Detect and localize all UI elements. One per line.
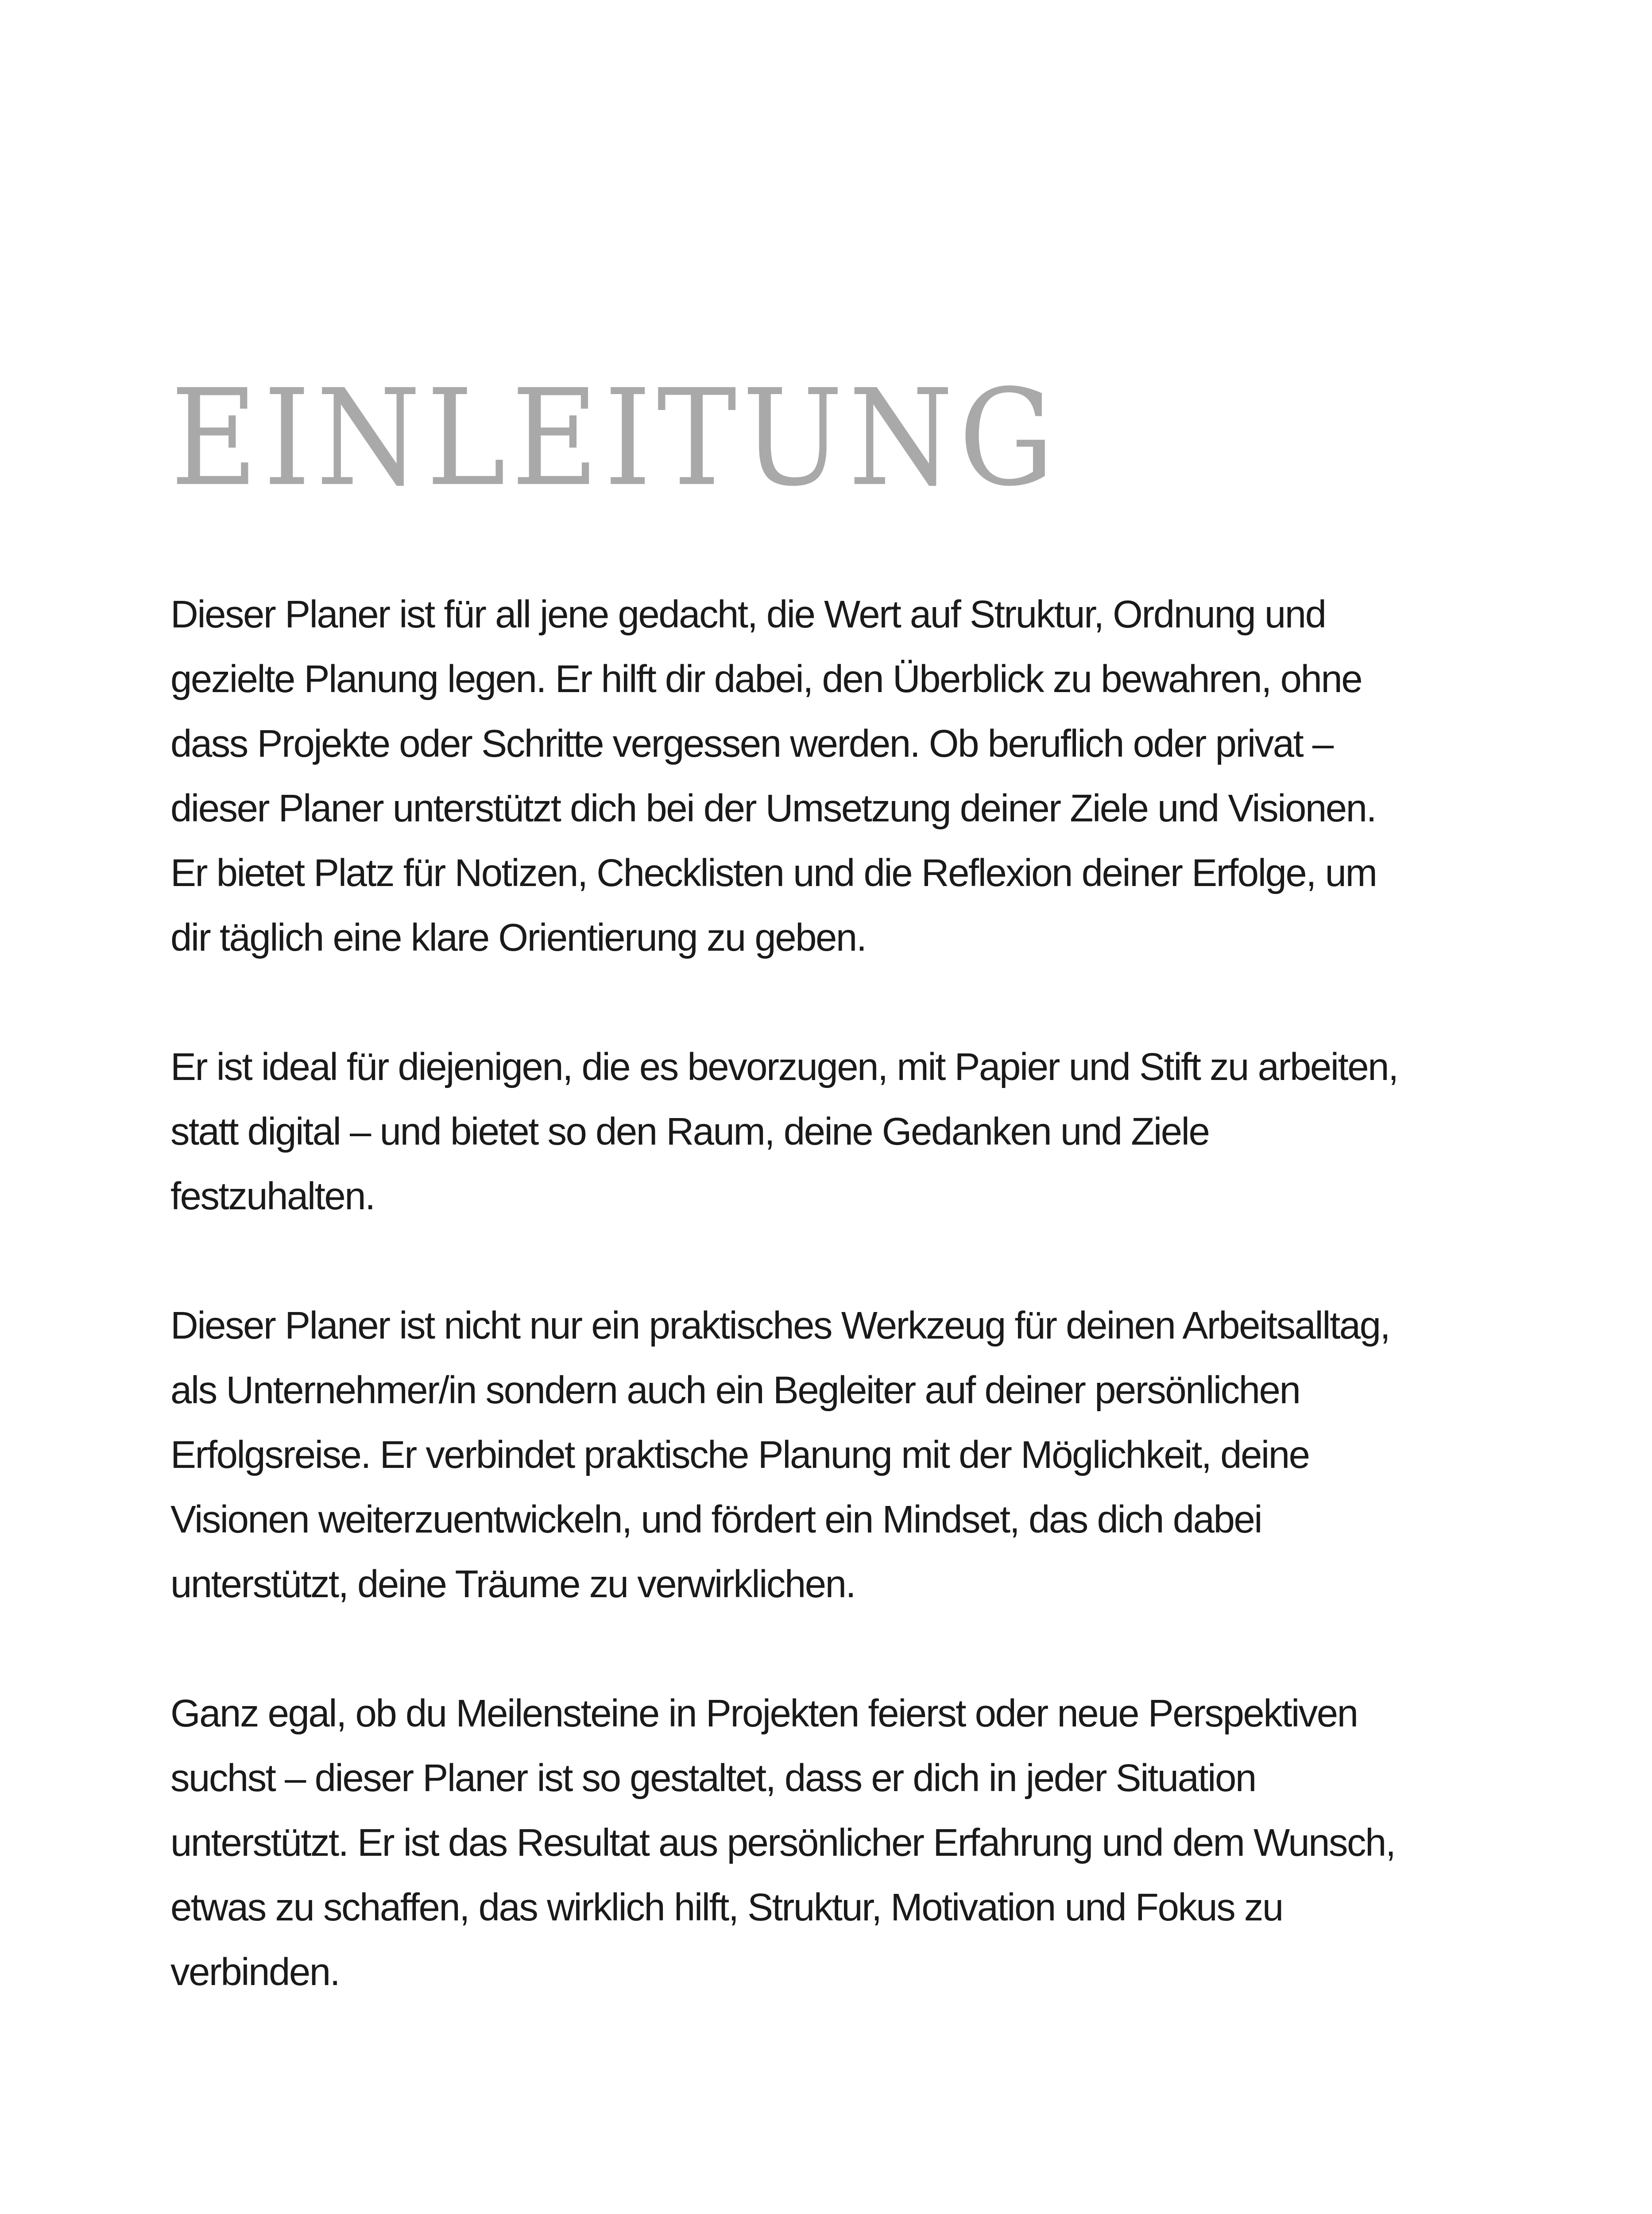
text-line: festzuhalten. xyxy=(170,1175,375,1218)
text-line: unterstützt, deine Träume zu verwirklichen. xyxy=(170,1563,855,1606)
text-line: Ganz egal, ob du Meilensteine in Projekten feierst oder neue Perspektiven xyxy=(170,1692,1358,1735)
text-line: dieser Planer unterstützt dich bei der Umsetzung deiner Ziele und Visionen. xyxy=(170,787,1376,830)
text-line: als Unternehmer/in sondern auch ein Begleiter auf deiner persönlichen xyxy=(170,1369,1300,1412)
text-line: dir täglich eine klare Orientierung zu geben. xyxy=(170,916,866,959)
text-line: Dieser Planer ist für all jene gedacht, die Wert auf Struktur, Ordnung und xyxy=(170,593,1326,636)
paragraph-2 xyxy=(170,1035,1534,1229)
text-line: Er ist ideal für diejenigen, die es bevorzugen, mit Papier und Stift zu arbeiten, xyxy=(170,1045,1398,1088)
intro-text xyxy=(170,582,1534,2005)
text-line: Erfolgsreise. Er verbindet praktische Planung mit der Möglichkeit, deine xyxy=(170,1433,1309,1476)
text-line: Dieser Planer ist nicht nur ein praktisches Werkzeug für deinen Arbeitsalltag, xyxy=(170,1304,1390,1347)
text-line: suchst – dieser Planer ist so gestaltet, dass er dich in jeder Situation xyxy=(170,1757,1256,1800)
text-line: unterstützt. Er ist das Resultat aus persönlicher Erfahrung und dem Wunsch, xyxy=(170,1821,1395,1864)
text-line: gezielte Planung legen. Er hilft dir dabei, den Überblick zu bewahren, ohne xyxy=(170,658,1362,701)
text-line: dass Projekte oder Schritte vergessen werden. Ob beruflich oder privat – xyxy=(170,722,1333,765)
text-line: etwas zu schaffen, das wirklich hilft, Struktur, Motivation und Fokus zu xyxy=(170,1886,1283,1929)
page-title: EINLEITUNG xyxy=(170,361,1060,515)
text-line: statt digital – und bietet so den Raum, deine Gedanken und Ziele xyxy=(170,1110,1209,1153)
text-line: Visionen weiterzuentwickeln, und fördert ein Mindset, das dich dabei xyxy=(170,1498,1262,1541)
text-line: Er bietet Platz für Notizen, Checklisten und die Reflexion deiner Erfolge, um xyxy=(170,852,1377,894)
paragraph-4 xyxy=(170,1681,1534,2005)
text-line: verbinden. xyxy=(170,1951,340,1993)
paragraph-3 xyxy=(170,1293,1534,1617)
paragraph-1 xyxy=(170,582,1534,970)
